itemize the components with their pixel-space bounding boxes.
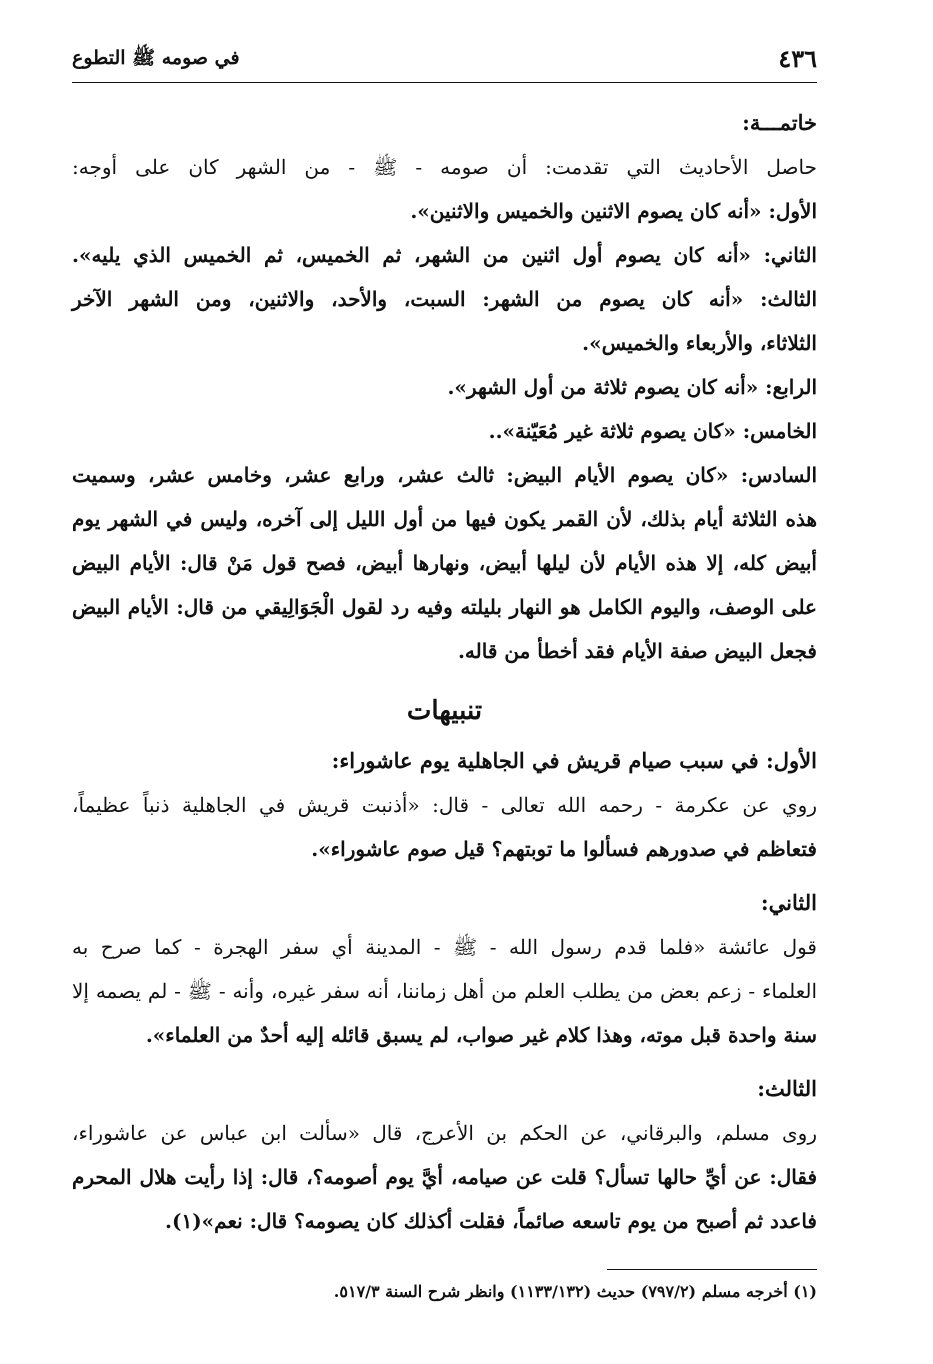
footnote: (١) أخرجه مسلم (٧٩٧/٢) حديث (١١٣٣/١٣٢) وانظر شرح السنة ٥١٧/٣.	[333, 1282, 817, 1301]
text-line: الأول: «أنه كان يصوم الاثنين والخميس والاثنين».	[410, 199, 817, 223]
text-line: حاصل الأحاديث التي تقدمت: أن صومه - ﷺ - من الشهر كان على أوجه:	[72, 155, 817, 179]
text-line: السادس: «كان يصوم الأيام البيض: ثالث عشر، ورابع عشر، وخامس عشر، وسميت	[72, 463, 818, 487]
first-heading: الأول: في سبب صيام قريش في الجاهلية يوم عاشوراء:	[331, 748, 817, 773]
third-heading: الثالث:	[757, 1076, 817, 1101]
text-line: هذه الثلاثة أيام بذلك، لأن القمر يكون فيها من أول الليل إلى آخره، وليس في الشهر يوم	[72, 507, 817, 531]
text-line: فقال: عن أيِّ حالها تسأل؟ قلت عن صيامه، أيَّ يوم أصومه؟، قال: إذا رأيت هلال المحرم	[72, 1165, 817, 1189]
text-line: فاعدد ثم أصبح من يوم تاسعه صائماً، فقلت أكذلك كان يصومه؟ قال: نعم»(١).	[165, 1209, 817, 1233]
khatima-heading: خاتمـــة:	[742, 110, 817, 135]
section-title: تنبيهات	[406, 696, 483, 726]
text-line: قول عائشة «فلما قدم رسول الله - ﷺ - المدينة أي سفر الهجرة - كما صرح به	[72, 935, 817, 959]
text-line: أبيض كله، إلا هذه الأيام لأن ليلها أبيض، ونهارها أبيض، فصح قول مَنْ قال: الأيام البيض	[72, 551, 817, 575]
page-number: ٤٣٦	[778, 44, 817, 73]
page-header	[72, 38, 817, 83]
text-line: الثالث: «أنه كان يصوم من الشهر: السبت، والأحد، والاثنين، ومن الشهر الآخر	[72, 287, 817, 311]
text-line: روى مسلم، والبرقاني، عن الحكم بن الأعرج، قال «سألت ابن عباس عن عاشوراء،	[72, 1121, 817, 1145]
text-line: الثلاثاء، والأربعاء والخميس».	[582, 331, 817, 355]
text-line: فتعاظم في صدورهم فسألوا ما توبتهم؟ قيل صوم عاشوراء».	[311, 837, 817, 861]
text-line: سنة واحدة قبل موته، وهذا كلام غير صواب، لم يسبق قائله إليه أحدٌ من العلماء».	[145, 1023, 817, 1047]
footnote-separator	[607, 1269, 817, 1270]
second-heading: الثاني:	[760, 890, 817, 915]
text-line: الرابع: «أنه كان يصوم ثلاثة من أول الشهر».	[447, 375, 817, 399]
text-line: العلماء - زعم بعض من يطلب العلم من أهل زماننا، أنه سفر غيره، وأنه - ﷺ - لم يصمه إلا	[72, 979, 817, 1003]
text-line: روي عن عكرمة - رحمه الله تعالى - قال: «أذنبت قريش في الجاهلية ذنباً عظيماً،	[72, 793, 817, 817]
text-line: فجعل البيض صفة الأيام فقد أخطأ من قاله.	[457, 639, 817, 663]
text-line: على الوصف، واليوم الكامل هو النهار بليلته وفيه رد لقول الْجَوَالِيقي من قال: الأيام البيض	[72, 595, 817, 619]
running-title: في صومه ﷺ التطوع	[72, 47, 240, 69]
text-line: الثاني: «أنه كان يصوم أول اثنين من الشهر، ثم الخميس، ثم الخميس الذي يليه».	[72, 243, 817, 267]
book-page	[72, 38, 817, 1306]
text-line: الخامس: «كان يصوم ثلاثة غير مُعَيّنة»..	[488, 419, 817, 443]
